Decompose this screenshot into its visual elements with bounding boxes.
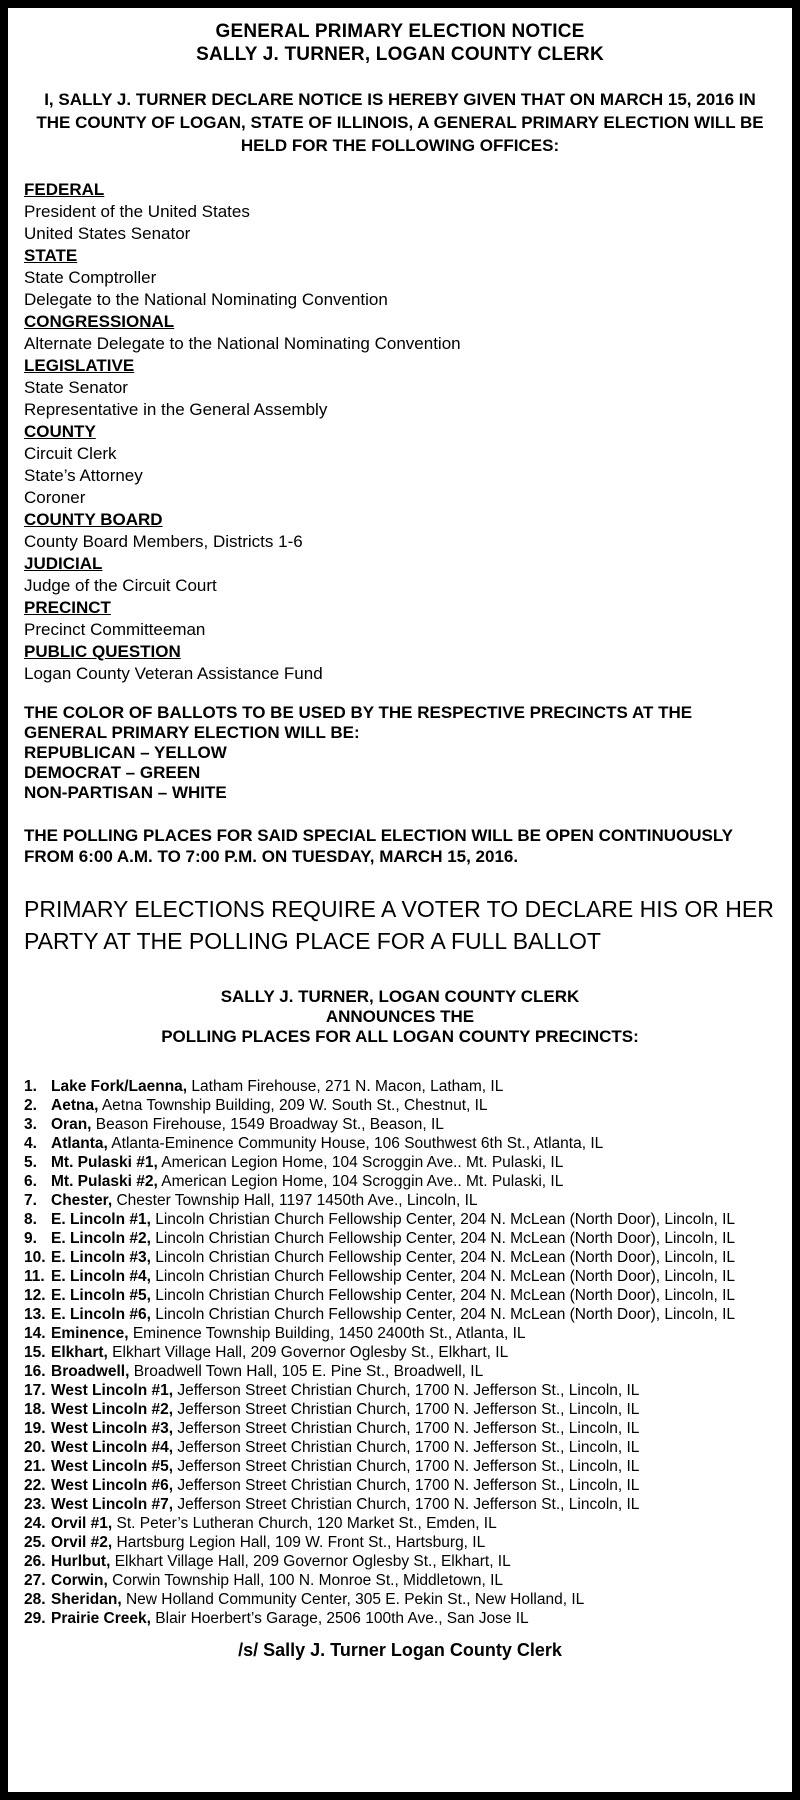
- precinct-item: [24, 1381, 776, 1400]
- offices-list: [24, 179, 776, 685]
- precinct-number: 1.: [24, 1078, 37, 1095]
- precinct-item: [24, 1552, 776, 1571]
- precinct-number: 8.: [24, 1211, 37, 1228]
- precinct-name: Prairie Creek,: [51, 1610, 151, 1627]
- precinct-location: Hartsburg Legion Hall, 109 W. Front St., Hartsburg, IL: [116, 1534, 486, 1551]
- precinct-item: [24, 1115, 776, 1134]
- precinct-item: [24, 1533, 776, 1552]
- precinct-number: 12.: [24, 1287, 46, 1304]
- precinct-name: West Lincoln #5,: [51, 1458, 174, 1475]
- precinct-name: E. Lincoln #2,: [51, 1230, 151, 1247]
- office-item: State Comptroller: [24, 268, 157, 287]
- office-section-header: JUDICIAL: [24, 554, 103, 573]
- notice-title-line2: SALLY J. TURNER, LOGAN COUNTY CLERK: [196, 44, 604, 65]
- precinct-name: Sheridan,: [51, 1591, 122, 1608]
- precinct-number: 29.: [24, 1610, 46, 1627]
- precinct-number: 27.: [24, 1572, 46, 1589]
- precinct-location: Jefferson Street Christian Church, 1700 N. Jefferson St., Lincoln, IL: [177, 1420, 640, 1437]
- precinct-number: 5.: [24, 1154, 37, 1171]
- precinct-item: [24, 1267, 776, 1286]
- precinct-number: 19.: [24, 1420, 46, 1437]
- precinct-item: [24, 1286, 776, 1305]
- office-section-header: LEGISLATIVE: [24, 356, 135, 375]
- precinct-item: [24, 1248, 776, 1267]
- ballot-colors-block: [24, 703, 776, 803]
- precinct-list: [24, 1077, 776, 1628]
- precinct-location: Lincoln Christian Church Fellowship Center, 204 N. McLean (North Door), Lincoln, IL: [155, 1211, 736, 1228]
- office-item: Circuit Clerk: [24, 444, 117, 463]
- precinct-location: Elkhart Village Hall, 209 Governor Oglesby St., Elkhart, IL: [112, 1344, 509, 1361]
- precinct-item: [24, 1476, 776, 1495]
- office-item: Logan County Veteran Assistance Fund: [24, 664, 323, 683]
- office-item: County Board Members, Districts 1-6: [24, 532, 303, 551]
- precinct-location: Corwin Township Hall, 100 N. Monroe St., Middletown, IL: [112, 1572, 503, 1589]
- precinct-name: Orvil #1,: [51, 1515, 113, 1532]
- precinct-name: West Lincoln #2,: [51, 1401, 174, 1418]
- precinct-name: Lake Fork/Laenna,: [51, 1078, 188, 1095]
- precinct-number: 4.: [24, 1135, 37, 1152]
- precinct-location: Blair Hoerbert’s Garage, 2506 100th Ave., San Jose IL: [155, 1610, 529, 1627]
- precinct-location: Aetna Township Building, 209 W. South St., Chestnut, IL: [101, 1097, 488, 1114]
- precinct-location: Jefferson Street Christian Church, 1700 N. Jefferson St., Lincoln, IL: [177, 1401, 640, 1418]
- precinct-number: 20.: [24, 1439, 46, 1456]
- precinct-item: [24, 1210, 776, 1229]
- precinct-item: [24, 1495, 776, 1514]
- precinct-location: Jefferson Street Christian Church, 1700 N. Jefferson St., Lincoln, IL: [177, 1496, 640, 1513]
- announcement-line-2: ANNOUNCES THE: [325, 1007, 475, 1026]
- precinct-number: 21.: [24, 1458, 46, 1475]
- precinct-location: Lincoln Christian Church Fellowship Center, 204 N. McLean (North Door), Lincoln, IL: [155, 1268, 736, 1285]
- precinct-location: Eminence Township Building, 1450 2400th St., Atlanta, IL: [132, 1325, 526, 1342]
- office-section-header: PRECINCT: [24, 598, 111, 617]
- precinct-name: West Lincoln #3,: [51, 1420, 174, 1437]
- precinct-name: Eminence,: [51, 1325, 129, 1342]
- precinct-item: [24, 1077, 776, 1096]
- precinct-number: 13.: [24, 1306, 46, 1323]
- precinct-name: Atlanta,: [51, 1135, 108, 1152]
- office-section-header: CONGRESSIONAL: [24, 312, 175, 331]
- precinct-location: Broadwell Town Hall, 105 E. Pine St., Broadwell, IL: [133, 1363, 484, 1380]
- precinct-location: Jefferson Street Christian Church, 1700 N. Jefferson St., Lincoln, IL: [177, 1458, 640, 1475]
- announcement-block: [24, 987, 776, 1047]
- office-item: Coroner: [24, 488, 86, 507]
- precinct-number: 6.: [24, 1173, 37, 1190]
- precinct-number: 10.: [24, 1249, 46, 1266]
- precinct-location: New Holland Community Center, 305 E. Pekin St., New Holland, IL: [125, 1591, 585, 1608]
- office-item: Alternate Delegate to the National Nominating Convention: [24, 334, 461, 353]
- precinct-location: Jefferson Street Christian Church, 1700 N. Jefferson St., Lincoln, IL: [177, 1477, 640, 1494]
- precinct-number: 2.: [24, 1097, 37, 1114]
- office-section-header: STATE: [24, 246, 78, 265]
- precinct-location: American Legion Home, 104 Scroggin Ave.. Mt. Pulaski, IL: [161, 1173, 564, 1190]
- precinct-name: Orvil #2,: [51, 1534, 113, 1551]
- precinct-item: [24, 1609, 776, 1628]
- precinct-item: [24, 1324, 776, 1343]
- notice-title-line1: GENERAL PRIMARY ELECTION NOTICE: [215, 21, 585, 42]
- precinct-location: Elkhart Village Hall, 209 Governor Oglesby St., Elkhart, IL: [114, 1553, 511, 1570]
- ballot-color-line: REPUBLICAN – YELLOW: [24, 743, 227, 762]
- precinct-name: West Lincoln #7,: [51, 1496, 174, 1513]
- precinct-location: Beason Firehouse, 1549 Broadway St., Beason, IL: [95, 1116, 444, 1133]
- precinct-name: E. Lincoln #4,: [51, 1268, 151, 1285]
- precinct-item: [24, 1153, 776, 1172]
- precinct-item: [24, 1590, 776, 1609]
- precinct-number: 14.: [24, 1325, 46, 1342]
- office-item: State’s Attorney: [24, 466, 143, 485]
- precinct-name: E. Lincoln #6,: [51, 1306, 151, 1323]
- ballot-color-lines: [24, 743, 776, 803]
- office-item: Representative in the General Assembly: [24, 400, 328, 419]
- precinct-name: Aetna,: [51, 1097, 99, 1114]
- precinct-name: E. Lincoln #5,: [51, 1287, 151, 1304]
- precinct-location: Jefferson Street Christian Church, 1700 N. Jefferson St., Lincoln, IL: [177, 1382, 640, 1399]
- signature-line: /s/ Sally J. Turner Logan County Clerk: [238, 1640, 562, 1660]
- precinct-number: 15.: [24, 1344, 46, 1361]
- precinct-location: St. Peter’s Lutheran Church, 120 Market St., Emden, IL: [116, 1515, 497, 1532]
- precinct-number: 3.: [24, 1116, 37, 1133]
- party-declaration-statement: PRIMARY ELECTIONS REQUIRE A VOTER TO DECLARE HIS OR HER PARTY AT THE POLLING PLACE FOR A FULL BALLOT: [24, 896, 774, 954]
- precinct-location: Lincoln Christian Church Fellowship Center, 204 N. McLean (North Door), Lincoln, IL: [155, 1230, 736, 1247]
- precinct-item: [24, 1134, 776, 1153]
- precinct-number: 25.: [24, 1534, 46, 1551]
- precinct-number: 11.: [24, 1268, 45, 1285]
- ballot-color-line: DEMOCRAT – GREEN: [24, 763, 201, 782]
- polling-hours-paragraph: THE POLLING PLACES FOR SAID SPECIAL ELECTION WILL BE OPEN CONTINUOUSLY FROM 6:00 A.M. TO 7:00 P.M. ON TUESDAY, MARCH 15, 2016.: [24, 826, 733, 866]
- precinct-item: [24, 1419, 776, 1438]
- precinct-location: Jefferson Street Christian Church, 1700 N. Jefferson St., Lincoln, IL: [177, 1439, 640, 1456]
- precinct-number: 24.: [24, 1515, 46, 1532]
- precinct-location: Chester Township Hall, 1197 1450th Ave., Lincoln, IL: [116, 1192, 478, 1209]
- precinct-number: 28.: [24, 1591, 46, 1608]
- office-section-header: COUNTY: [24, 422, 96, 441]
- precinct-name: E. Lincoln #3,: [51, 1249, 151, 1266]
- precinct-name: E. Lincoln #1,: [51, 1211, 151, 1228]
- precinct-location: Atlanta-Eminence Community House, 106 Southwest 6th St., Atlanta, IL: [111, 1135, 604, 1152]
- precinct-name: West Lincoln #6,: [51, 1477, 174, 1494]
- precinct-location: American Legion Home, 104 Scroggin Ave.. Mt. Pulaski, IL: [161, 1154, 564, 1171]
- office-item: Delegate to the National Nominating Convention: [24, 290, 388, 309]
- ballot-colors-intro: THE COLOR OF BALLOTS TO BE USED BY THE RESPECTIVE PRECINCTS AT THE GENERAL PRIMARY ELECTION WILL BE:: [24, 703, 693, 742]
- office-section-header: COUNTY BOARD: [24, 510, 163, 529]
- precinct-location: Lincoln Christian Church Fellowship Center, 204 N. McLean (North Door), Lincoln, IL: [155, 1287, 736, 1304]
- precinct-item: [24, 1096, 776, 1115]
- office-item: Precinct Committeeman: [24, 620, 206, 639]
- precinct-item: [24, 1191, 776, 1210]
- precinct-name: Mt. Pulaski #2,: [51, 1173, 158, 1190]
- precinct-name: Corwin,: [51, 1572, 108, 1589]
- ballot-color-line: NON-PARTISAN – WHITE: [24, 783, 227, 802]
- precinct-item: [24, 1362, 776, 1381]
- precinct-name: Chester,: [51, 1192, 113, 1209]
- precinct-item: [24, 1172, 776, 1191]
- announcement-line-1: SALLY J. TURNER, LOGAN COUNTY CLERK: [220, 987, 580, 1006]
- precinct-location: Lincoln Christian Church Fellowship Center, 204 N. McLean (North Door), Lincoln, IL: [155, 1306, 736, 1323]
- precinct-name: Broadwell,: [51, 1363, 130, 1380]
- precinct-name: Elkhart,: [51, 1344, 108, 1361]
- office-section-header: PUBLIC QUESTION: [24, 642, 181, 661]
- office-section-header: FEDERAL: [24, 180, 105, 199]
- precinct-name: Mt. Pulaski #1,: [51, 1154, 158, 1171]
- precinct-name: Hurlbut,: [51, 1553, 111, 1570]
- precinct-name: West Lincoln #4,: [51, 1439, 174, 1456]
- precinct-number: 26.: [24, 1553, 46, 1570]
- precinct-number: 9.: [24, 1230, 37, 1247]
- office-item: President of the United States: [24, 202, 250, 221]
- precinct-item: [24, 1438, 776, 1457]
- office-item: United States Senator: [24, 224, 191, 243]
- precinct-number: 22.: [24, 1477, 46, 1494]
- office-item: State Senator: [24, 378, 128, 397]
- precinct-item: [24, 1514, 776, 1533]
- precinct-number: 16.: [24, 1363, 46, 1380]
- notice-intro-paragraph: I, SALLY J. TURNER DECLARE NOTICE IS HEREBY GIVEN THAT ON MARCH 15, 2016 IN THE COUNTY OF LOGAN, STATE OF ILLINOIS, A GENERAL PRIMARY ELECTION WILL BE HELD FOR THE FOLLOWING OFFICES:: [36, 90, 764, 155]
- precinct-item: [24, 1229, 776, 1248]
- announcement-line-3: POLLING PLACES FOR ALL LOGAN COUNTY PRECINCTS:: [161, 1027, 639, 1046]
- precinct-number: 23.: [24, 1496, 46, 1513]
- precinct-name: Oran,: [51, 1116, 92, 1133]
- precinct-number: 17.: [24, 1382, 46, 1399]
- precinct-name: West Lincoln #1,: [51, 1382, 174, 1399]
- precinct-location: Latham Firehouse, 271 N. Macon, Latham, IL: [191, 1078, 504, 1095]
- precinct-item: [24, 1400, 776, 1419]
- precinct-number: 7.: [24, 1192, 37, 1209]
- precinct-item: [24, 1305, 776, 1324]
- precinct-item: [24, 1571, 776, 1590]
- office-item: Judge of the Circuit Court: [24, 576, 217, 595]
- precinct-item: [24, 1457, 776, 1476]
- notice-title-block: [24, 20, 776, 66]
- precinct-location: Lincoln Christian Church Fellowship Center, 204 N. McLean (North Door), Lincoln, IL: [155, 1249, 736, 1266]
- precinct-number: 18.: [24, 1401, 46, 1418]
- precinct-item: [24, 1343, 776, 1362]
